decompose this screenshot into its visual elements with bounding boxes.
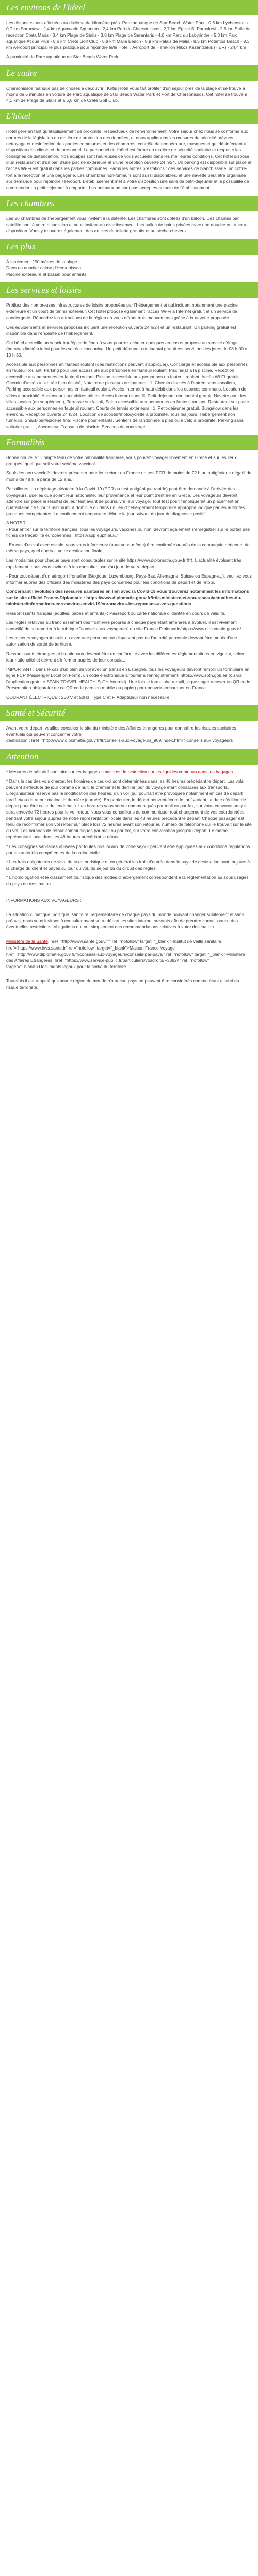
section-title-chambres: Les chambres — [0, 196, 258, 211]
sante-text-2: destination : href="http://www.diplomatie.gouv.fr/fr/conseils-aux-voyageurs_909/index.html">conseils aux voyageurs — [6, 738, 233, 743]
formalites-minors: Les mineurs voyageant seuls ou avec une personne ne disposant pas de l'autorité parentale devront être munis d'une autorisation de sortie de territoire. — [6, 635, 237, 647]
attention-charter: * Dans le cas des vols charter, les horaires de ceux-ci sont déterminées dans les 48 heures précédant le départ. Les vols peuvent s'effectuer de jour comme de nuit, le premier et le dernier jour du voyage étant consacrés aux transports. L'organisateur réservé pas la modification des heures, d'un vol (qui pourrait être provoquée notamment en cas de départ tardif et/ou de retour matinal la dernière journée). En particulier, le départ peuvent écrire le tarif variant, la date d'édition de départ pour être celle du lendemain. Les horaires vous seront communiqués par mail ou par fax, sur votre convocation qui sera envoyée 72 heures pour le vol retour. Nous vous conseillons de communiquer tout changement de vos coordonnées pendant votre séjour auprès de notre représentation locale dans les 48 heures précédant le départ. Chaque passager est tenu de reconfirmer son vol retour sur place lors 72 heures avant son retour au numéro de téléphone qui le trouvait sur le site du vol. Les horaires de retour communiqués par mail ou par fax, sur votre convocation jusqu'au départ. Le même représentant local dans les 48 heures précédant le retour. — [6, 778, 252, 840]
formalites-note-2: - En cas d'un vol avec escale, vous vous informerez (pour vous-même) être confirmée auprès de la compagnie aérienne, de même pays, quel que soit votre destination finale. — [6, 542, 250, 554]
infos-sante-link[interactable]: Ministère de la Santé — [6, 939, 48, 944]
cadre-text: Chersónissos manque pas de choses à découvrir ; Kritis Hotel vous fait profiter d'un séjour près de la plage et se trouve à moins de 5 minutes en voiture de Parc aquatique de Star Beach Water Park et Port de Chersónissos. Cet hôtel se trouve à 4,1 km de Plage de Stalis et à 6,8 km de Crete Golf Club. — [6, 85, 247, 103]
attention-baggage-label: * Mesures de sécurité sanitaire sur les bagages : — [6, 769, 102, 774]
section-loisirs — [0, 298, 258, 435]
infos-links-text: , href="http://www.sante.gouv.fr" rel="nofollow" target="_blank">Institut de veille sanitaire, href="https://www.invs.sante.fr" rel="nofollow" target="_blank">Maison France Voyage href="http://www.diplomatie.gouv.fr/fr/conseils-aux-voyageurs/conseils-par-pays/" rel="nofollow" target="_blank">Ministère des Affaires Etrangères, href="https://www.service-public.fr/particuliers/vosdroits/F33824" rel="nofollow" target="_blank">Documents légaux pour la sortie du territoire. — [6, 939, 245, 969]
infos-terrorism: Toutefois il est rappelé qu'aucune région du monde n'a aucun pays ne peuvent être considérés comme étant à l'abri du risque terroriste. — [6, 978, 239, 990]
section-environs — [0, 15, 258, 65]
attention-baggage — [6, 769, 252, 775]
hotel-text: Hôtel géré en tant qu'établissement de proximité, respectueux de l'environnement. Votre séjour chez nous se conforme aux normes de la législation en matière de protection des données, et nous appliquons les mesures de sécurité prévues : nettoyage et désinfection des parties communes et des chambres, contrôle de température, masques et gel désinfectant à disposition des clients et du personnel. Le personnel de l'hôtel est formé en matière de sécurité sanitaire et respecte les consignes de distanciation. Nos équipes sont heureuses de vous accueillir dans les meilleures conditions. Cet hôtel dispose d'un restaurant et d'un bar, d'une piscine extérieure et d'une réception ouverte 24 h/24. Un parking est disponible sur place et l'accès Wi-Fi est gratuit dans les parties communes. Parmi les autres prestations : des services de blanchisserie, un coffre-fort à la réception et une bagagerie. Les chambres non-fumeurs sont aussi disponibles, et une navette peut être organisée sur demande pour rejoindre l'aéroport. L'établissement met à votre disposition une salle de petit-déjeuner et la possibilité de commander un petit-déjeuner à emporter. Les animaux ne sont pas acceptés au sein de l'établissement. — [6, 128, 252, 190]
formalites-covid-info: Concernant l'évolution des mesures sanitaires en lien avec la Covid-19 vous trouverez notamment les informations sur le site officiel France-Diplomatie : https://www.diplomatie.gouv.fr/fr/le-ministere-et-son-reseau/actualites-du-ministere/informations-coronavirus-covid-19/coronavirus-les-reponses-a-vos-questions — [6, 588, 249, 606]
section-hotel — [0, 124, 258, 196]
plus-item-2: Dans un quartier calme d'Hersonissos — [6, 265, 81, 271]
formalites-note-label: A NOTER — [6, 520, 26, 526]
chambres-text: Les 26 chambres de l'hébergement vous invitent à la détente. Les chambres sont dotées d'un balcon. Des chaînes par satellite sont à votre disposition et vous invitent au divertissement. Les salles de bains privées avec une douche ont à votre disposition. Vous y trouverez également des articles de toilette gratuits et un sèche-cheveux. — [6, 215, 248, 233]
infos-title: INFORMATIONS AUX VOYAGEURS : — [6, 897, 82, 903]
section-title-plus: Les plus — [0, 239, 258, 255]
section-title-loisirs: Les services et loisirs — [0, 282, 258, 298]
section-cadre — [0, 81, 258, 109]
attention-fees: * Les frais obligatoires de visa, de taxe touristique et en général les frais d'entrée dans le pays de destination sont toujours à la charge du client et payés du jour du vol, du séjour ou du circuit dès règles. — [6, 859, 250, 871]
section-formalites — [0, 450, 258, 705]
section-title-environs: Les environs de l'hôtel — [0, 0, 258, 15]
loisirs-amenities: Accessible aux personnes en fauteuil roulant (des restrictions peuvent s'appliquer), Concierge et accessible aux personnes en fauteuil roulant. Parking pour une accessible aux personnes en fauteuil roulant, Piscine(s) à la piscine, Réception accessible aux personnes en fauteuil roulant, Piscine accessible aux personnes en fauteuil roulant, Accès Wi-Fi gratuit, Chemin d'accès à l'entrée bien éclairé, Notaire de plusieurs ordinateurs : 1, Chemin d'accès à l'entrée sans escaliers, Parking accessible aux personnes en fauteuil roulant, Accès Internet à haut débit dans les espaces communs, Location de vélos à proximité, Ascenseur pour visites bâties, Accès Internet sans fil, Petit-déjeuner continental gratuit, Navette pour les villes locales (en supplément), Terrasse sur le toit, Salon accessible aux personnes en fauteuil roulant, Restaurant sur place accessible aux personnes en fauteuil roulant, Courts de tennis extérieurs : 1, Petit-déjeuner gratuit, Bungalow dans les environs, Réception ouverte 24 h/24, Location de scooter/motocyclette à proximité, Tous les jours, Hébergement non fumeurs, Snack-bar/épicerie fine, Piscine pour enfants, Sentiers de randonnée à pied ou à vélo à proximité, Parking sans voiturier gratuit, Ascenseur, Transats de piscine, Services de concierge — [6, 362, 249, 430]
section-chambres — [0, 211, 258, 239]
section-plus — [0, 255, 258, 282]
formalites-text-2: Seuls les non vaccinés devront présenter pour leur retour en France un test PCR de moins de 72 h ou antigénique négatif de moins de 48 h, à partir de 12 ans. — [6, 470, 252, 482]
section-attention — [0, 765, 258, 996]
infos-links — [6, 938, 252, 969]
environs-distances: Les distances sont affichées au dixième de kilomètre près. Parc aquatique de Star Beach Water Park - 0,6 km Lychnostatis - 0,7 km Sarantaw - 2,4 km Aquaworld Aquarium - 2,4 km Port de Chersónissos - 2,7 km Église St Paraskevi - 2,8 km Salle de réception Creta Maris - 3,4 km Plage de Stalis - 3,8 km Plage de Sarantaris - 4,6 km Parc du Labyrinthe - 5,3 km Parc aquatique Acqua Plus - 5,6 km Crete Golf Club - 6,8 km Malia Beach - 8,9 km Palais de Malia - 8,5 km Potamos Beach - 9,3 km Aéroport principal le plus pratique pour rejoindre le/là Hotel : Aéroport de Héraklion Nikos Kazantzakis (HER) - 24,4 km — [6, 20, 251, 50]
formalites-electricity: COURANT ÉLECTRIQUE : 230 V et 50Hz. Type C et F. Adaptateur non nécessaire. — [6, 694, 171, 700]
formalites-important: IMPORTANT : Dans le cas d'un plan de vol avec un transit en Espagne, tous les voyageurs devront remplir un formulaire en ligne FCP (Passenger Location Form), un code électronique à fournir à l'enregistrement. https://www.spth.gob.es (ou via l'application gratuite SPAIN TRAVEL HEALTH-SpTH Android). Une fois le formulaire rempli, le passager recevra un QR code. Présentation obligatoire de ce QR code (version mobile ou papier) pour pouvoir embarquer en France. — [6, 666, 252, 691]
section-title-attention: Attention — [0, 749, 258, 765]
attention-baggage-link[interactable]: mesures de restriction sur les liquides contenus dans les bagages. — [103, 769, 234, 774]
section-title-formalites: Formalités — [0, 435, 258, 450]
environs-nearby: À proximité de Parc aquatique de Star Beach Water Park — [6, 54, 119, 60]
loisirs-text-2: Ces équipements et services proposés incluent une réception ouverte 24 h/24 et un restaurant. Un parking gratuit est disponible dans l'enceinte de l'hébergement. — [6, 324, 236, 336]
formalites-note-3: Les modalités pour chaque pays sont consultables sur le site https://www.diplomatie.gouv.fr (fr). L'actualité évoluant très rapidement, nous vous invitons à les consulter jusqu'au jour de votre départ. — [6, 557, 241, 569]
section-title-hotel: L'hôtel — [0, 109, 258, 124]
formalites-documents: Ressortissants français (adultes, bébés et enfants) : Passeport ou carte nationale d'identité en cours de validité. — [6, 611, 225, 616]
attention-sanitary: * Les consignes sanitaires utilisées par toutes nos locaux de votre séjour peuvent être appliquées aux conditions régulations par les autorités compétentes de la nation civile. — [6, 843, 250, 855]
formalites-note-1: - Pour entrer sur le territoire français, tous les voyageurs, vaccinés ou non, devront également s'enregistrer sur le portail des fiches de traçabilité européennes : https://app.euplf.eu/#/ — [6, 527, 250, 538]
plus-item-3: Piscine extérieure et bassin pour enfants — [6, 272, 87, 277]
section-title-sante: Santé et Sécurité — [0, 705, 258, 721]
sante-text-1: Avant votre départ, veuillez consulter le site du ministère des Affaires étrangères pour connaître les risques sanitaires éventuels qui peuvent concerner votre — [6, 725, 236, 737]
formalites-text-1: Bonne nouvelle : Compte tenu de votre nationalité française, vous pouvez voyager librement en Grèce et sur les lieux groupés, quel que soit votre schéma vaccinal. — [6, 455, 237, 467]
formalites-foreigners: Ressortissants étrangers et binationaux devront être en conformité avec les différentes réglementations en vigueur, selon leur nationalité et devront s'informer auprès de leur consulat. — [6, 651, 244, 663]
plus-item-1: À seulement 250 mètres de la plage — [6, 259, 77, 265]
loisirs-text-1: Profitez des nombreuses infrastructures de loisirs proposées par l'hébergement et qui incluent notamment une piscine extérieure et un court de tennis extérieur. Cet hôtel propose également l'accès Wi-Fi à Internet gratuit et un service de conciergerie. Répondez les attractions de la région en vous offrant trois mouvements grâce à la navette proposée. — [6, 302, 238, 320]
attention-classification: * L'homologation et le classement touristique des modes d'hébergement correspondent à la réglementation au sous usages du pays de destination. — [6, 874, 249, 886]
formalites-text-3: Par ailleurs, un dépistage aléatoire à la Covid-19 (PCR ou test antigénique rapide) peut être demandé à l'arrivée des voyageurs, quelles que soient leur nationalité, leur provenance et leur point d'entrée en Grèce. Les voyageurs devront attendre sur place le résultat de leur test avant de poursuivre leur voyage. Tout test positif impliquerait un placement en quarantaine de 5 jours minimum, à domicile ou dans un lieu d'hébergement temporaire approprié indiqué par les autorités grecques compétentes. Le confinement temporaire débute le jour suivant du jour du diagnostic positif. — [6, 486, 245, 516]
loisirs-text-3: Cet hôtel accueille un snack-bar /épicerie fine où vous pourrez acheter quelques en-cas et propose un service d'étage (horaires limités) idéal pour les soirées cocooning. Un petit-déjeuner continental gratuit est servi tous les jours de 08 h 00 à 10 h 30. — [6, 340, 248, 358]
formalites-rules: Les règles relatives au franchissement des frontières propres à chaque pays étant amenées à évoluer, il est vivement conseillé de se reporter à la rubrique "conseils aux voyageurs" du site France Diplomatie/https://www.diplomatie.gouv.fr/ — [6, 620, 241, 632]
infos-text-1: La situation climatique, politique, sanitaire, réglementaire de chaque pays du monde pouvant changer subitement et sans préavis, nous vous invitons à consulter avant votre départ les sites internet suivants afin de prendre connaissance des éventuelles restrictions, obligations ou tout simplement des recommandations relatives à votre destination. — [6, 912, 245, 930]
section-sante — [0, 721, 258, 749]
formalites-note-4: - Pour tout départ d'un aéroport frontalier (Belgique, Luxembourg, Pays-Bas, Allemagne, Suisse ou Espagne...), veuillez vous informer auprès des officiels des ministères des pays concernés pour les conditions de départ et de retour. — [6, 573, 252, 585]
section-title-cadre: Le cadre — [0, 65, 258, 81]
